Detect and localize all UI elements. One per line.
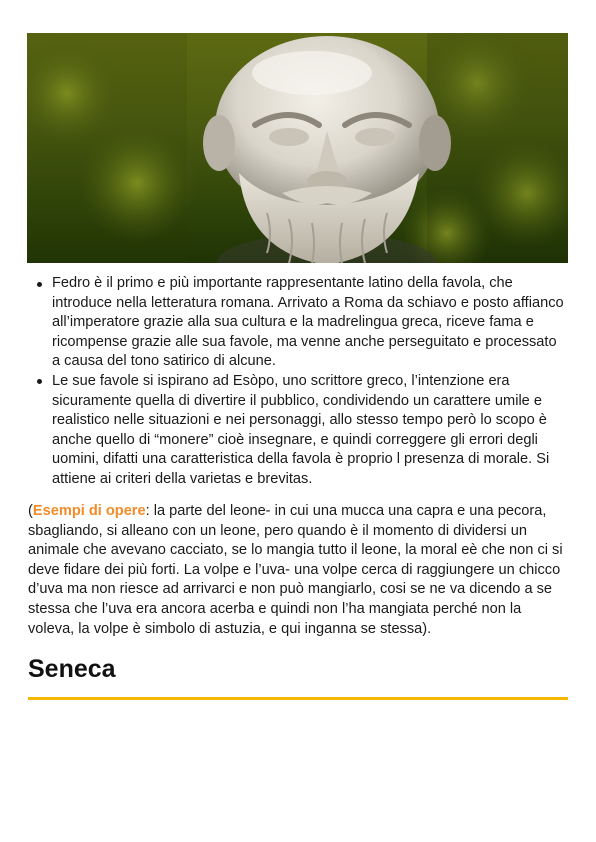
statue-image [27,33,568,263]
examples-text: : la parte del leone- in cui una mucca una capra e una pecora, sbagliando, si alleano con un leone, pero quando è il momento di dividersi un animale che avevano cacciato, se lo mangia tutto il leone, la moral eè che non ci si deve fidare dei più forti. La volpe e l’uva- una volpe cerca di raggiungere un chicco d’uva ma non riesce ad arrivarci e non può mangiarlo, cosi se ne va dicendo a se stessa che l’uva era ancora acerba e quindi non l’ha mangiata perché non la voleva, la volpe è simbolo di astuzia, e qui inganna se stessa). [28,503,563,637]
section-heading: Seneca [28,655,116,683]
bullet-list [28,274,568,490]
examples-label: Esempi di opere [32,503,146,519]
section-divider [28,697,568,700]
statue-illustration [27,33,568,263]
examples-paragraph [28,502,570,639]
open-paren: ( [28,503,33,519]
bullet-item: Le sue favole si ispirano ad Esòpo, uno scrittore greco, l’intenzione era sicuramente quella di divertire il pubblico, condividendo un carattere umile e realistico nelle situazioni e nei personaggi, allo stesso tempo però lo scopo è anche quello di “monere” cioè insegnare, e quindi correggere gli errori degli uomini, difatti una caratteristica della favola è proprio l presenza di morale. Si attiene ai criteri della varietas e brevitas. [52,372,568,490]
bullet-item: Fedro è il primo e più importante rappresentante latino della favola, che introduce nella letteratura romana. Arrivato a Roma da schiavo e posto affianco all’imperatore grazie alla sua cultura e la madrelingua greca, riceve fama e ricompense grazie alle sua favole, ma venne anche perseguitato e processato a causa del tono satirico di alcune. [52,274,568,372]
